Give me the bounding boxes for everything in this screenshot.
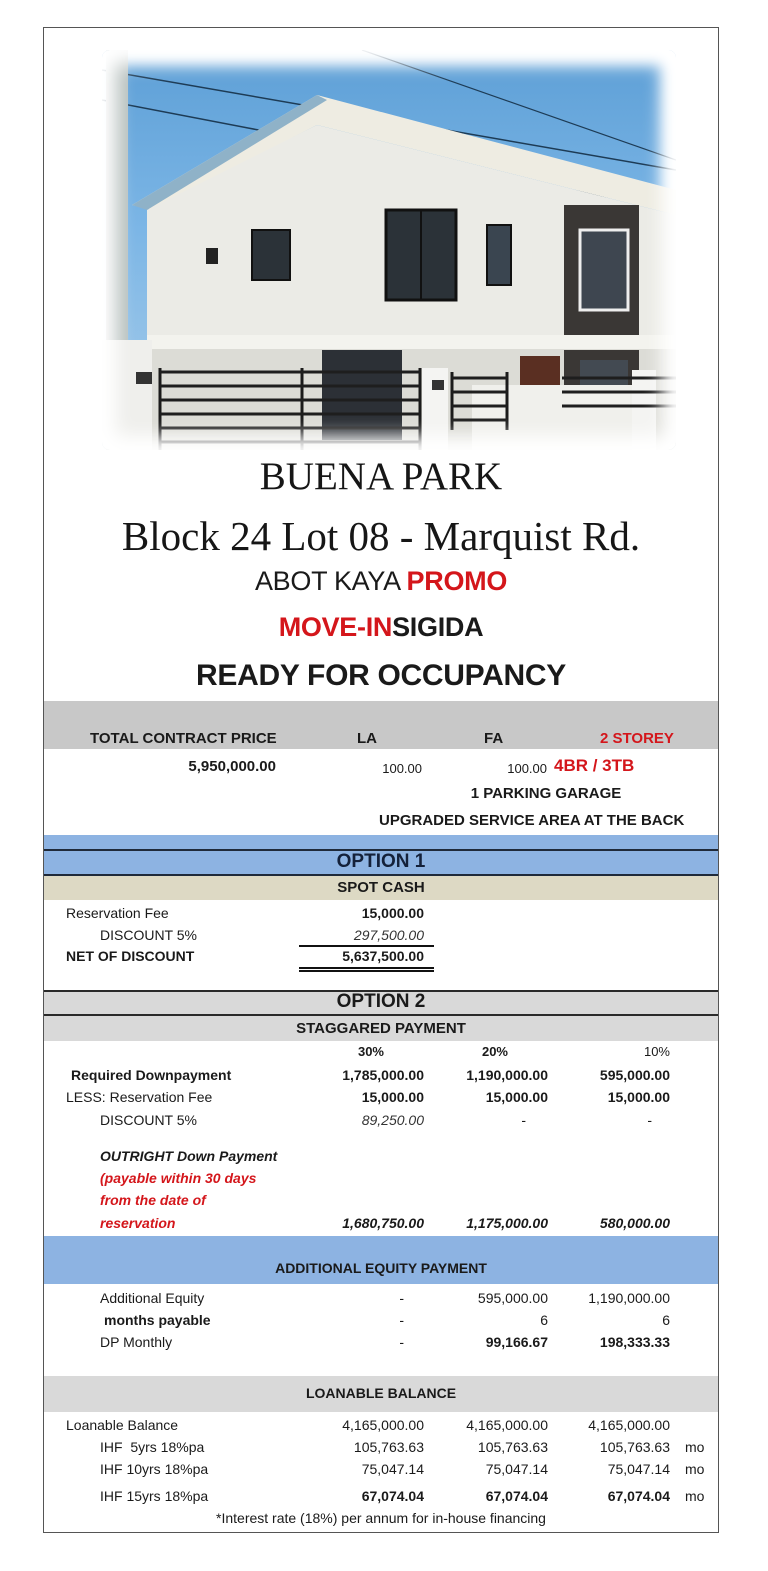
ihf-10yrs-20: 75,047.14: [485, 1461, 548, 1477]
net-discount-label: NET OF DISCOUNT: [66, 948, 195, 964]
move-in-line: [44, 612, 718, 643]
required-dp-30: 1,785,000.00: [342, 1067, 424, 1083]
equity-title: ADDITIONAL EQUITY PAYMENT: [275, 1260, 487, 1276]
discount-value: 297,500.00: [353, 927, 424, 943]
option1-subtitle: SPOT CASH: [337, 879, 425, 896]
outright-label: OUTRIGHT Down Payment: [100, 1148, 278, 1164]
months-payable-20: 6: [540, 1312, 548, 1328]
ihf-5yrs-unit: mo: [685, 1439, 705, 1455]
summary-values: [44, 749, 718, 835]
dp-monthly-30: -: [399, 1334, 404, 1350]
ihf-15yrs-10: 67,074.04: [607, 1488, 670, 1504]
house-photo: [102, 50, 676, 450]
feature-service-area: UPGRADED SERVICE AREA AT THE BACK: [379, 812, 685, 829]
months-payable-10: 6: [662, 1312, 670, 1328]
ihf-10yrs-10: 75,047.14: [607, 1461, 670, 1477]
rooms-value: 4BR / 3TB: [554, 756, 635, 775]
option2-subheader: [44, 1016, 718, 1041]
loanable-balance-30: 4,165,000.00: [342, 1417, 424, 1433]
less-reservation-20: 15,000.00: [485, 1089, 548, 1105]
net-discount-value: 5,637,500.00: [342, 948, 424, 964]
ihf-5yrs-20: 105,763.63: [477, 1439, 548, 1455]
months-payable-label: months payable: [104, 1312, 211, 1328]
option2-title: OPTION 2: [336, 991, 426, 1012]
promo-line: [44, 566, 718, 597]
tcp-value: 5,950,000.00: [188, 758, 276, 775]
ihf-5yrs-label: IHF 5yrs 18%pa: [100, 1439, 205, 1455]
less-reservation-10: 15,000.00: [607, 1089, 670, 1105]
ihf-5yrs-10: 105,763.63: [599, 1439, 670, 1455]
option2-header: [44, 992, 718, 1014]
col-30-header: 30%: [357, 1044, 384, 1059]
loanable-balance-10: 4,165,000.00: [588, 1417, 670, 1433]
additional-equity-20: 595,000.00: [477, 1290, 548, 1306]
discount-label: DISCOUNT 5%: [100, 927, 197, 943]
ihf-10yrs-label: IHF 10yrs 18%pa: [100, 1461, 209, 1477]
loanable-title: LOANABLE BALANCE: [305, 1385, 457, 1401]
loanable-balance-label: Loanable Balance: [66, 1417, 179, 1433]
subtotal-underline: [299, 945, 434, 947]
move-in-highlight: MOVE-IN: [278, 612, 393, 642]
occupancy-status: READY FOR OCCUPANCY: [196, 659, 566, 692]
required-dp-10: 595,000.00: [599, 1067, 670, 1083]
discount2-30: 89,250.00: [361, 1112, 424, 1128]
less-reservation-label: LESS: Reservation Fee: [66, 1089, 213, 1105]
option2-subtitle: STAGGARED PAYMENT: [296, 1020, 466, 1037]
move-in-suffix: SIGIDA: [392, 612, 484, 642]
option1-title: OPTION 1: [336, 851, 426, 872]
ihf-15yrs-30: 67,074.04: [361, 1488, 424, 1504]
loanable-body: [44, 1412, 718, 1534]
summary-header: [44, 701, 718, 749]
outright-20: 1,175,000.00: [466, 1215, 548, 1231]
ihf-5yrs-30: 105,763.63: [353, 1439, 424, 1455]
col-20-header: 20%: [481, 1044, 508, 1059]
ihf-10yrs-30: 75,047.14: [361, 1461, 424, 1477]
loanable-balance-20: 4,165,000.00: [466, 1417, 548, 1433]
ihf-10yrs-unit: mo: [685, 1461, 705, 1477]
option2-body: [44, 1041, 718, 1236]
price-sheet: [43, 27, 719, 1533]
loanable-header: [44, 1376, 718, 1412]
ihf-15yrs-label: IHF 15yrs 18%pa: [100, 1488, 209, 1504]
house-illustration: [102, 50, 676, 450]
ihf-15yrs-unit: mo: [685, 1488, 705, 1504]
interest-footnote: *Interest rate (18%) per annum for in-house financing: [216, 1510, 546, 1526]
reservation-fee-value: 15,000.00: [361, 905, 424, 921]
reservation-fee-label: Reservation Fee: [66, 905, 169, 921]
dp-monthly-20: 99,166.67: [485, 1334, 548, 1350]
required-dp-20: 1,190,000.00: [466, 1067, 548, 1083]
additional-equity-10: 1,190,000.00: [588, 1290, 670, 1306]
months-payable-30: -: [399, 1312, 404, 1328]
promo-prefix: ABOT KAYA: [254, 566, 407, 596]
equity-header: [44, 1236, 718, 1284]
discount2-10: -: [647, 1112, 652, 1128]
required-dp-label: Required Downpayment: [71, 1067, 232, 1083]
outright-note-3: reservation: [100, 1215, 176, 1231]
option1-body: [44, 900, 718, 990]
project-name: BUENA PARK: [259, 455, 503, 498]
ihf-15yrs-20: 67,074.04: [485, 1488, 548, 1504]
promo-highlight: PROMO: [406, 566, 508, 596]
total-double-underline: [299, 967, 434, 972]
less-reservation-30: 15,000.00: [361, 1089, 424, 1105]
option1-subheader: [44, 876, 718, 900]
equity-body: [44, 1284, 718, 1376]
storey-label: 2 STOREY: [600, 730, 674, 747]
discount2-20: -: [521, 1112, 526, 1128]
outright-30: 1,680,750.00: [342, 1215, 424, 1231]
option1-header: [44, 851, 718, 874]
la-value: 100.00: [382, 761, 422, 776]
dp-monthly-10: 198,333.33: [599, 1334, 670, 1350]
la-header: LA: [357, 730, 377, 747]
fa-value: 100.00: [507, 761, 547, 776]
outright-note-1: (payable within 30 days: [100, 1170, 257, 1186]
tcp-header: TOTAL CONTRACT PRICE: [90, 730, 277, 747]
feature-parking: 1 PARKING GARAGE: [470, 785, 622, 802]
additional-equity-30: -: [399, 1290, 404, 1306]
col-10-header: 10%: [643, 1044, 670, 1059]
fa-header: FA: [484, 730, 504, 747]
outright-10: 580,000.00: [599, 1215, 670, 1231]
outright-note-2: from the date of: [100, 1192, 206, 1208]
discount2-label: DISCOUNT 5%: [100, 1112, 197, 1128]
property-address: Block 24 Lot 08 - Marquist Rd.: [121, 513, 641, 559]
dp-monthly-label: DP Monthly: [100, 1334, 173, 1350]
additional-equity-label: Additional Equity: [100, 1290, 205, 1306]
blue-spacer: [44, 835, 718, 849]
